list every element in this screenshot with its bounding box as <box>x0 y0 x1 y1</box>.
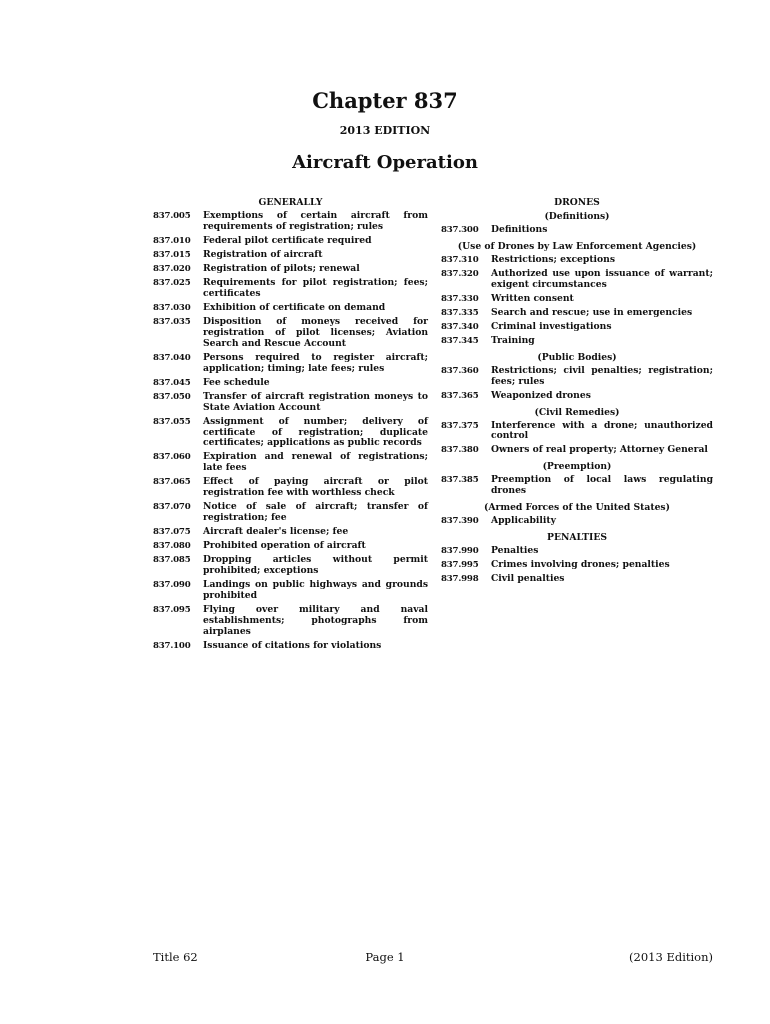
section-caption: Applicability <box>491 514 556 526</box>
section-entry <box>153 303 428 314</box>
section-entry <box>153 236 428 247</box>
section-caption: Criminal investigations <box>491 320 612 332</box>
section-number: 837.998 <box>441 573 479 584</box>
section-number: 837.075 <box>153 527 191 538</box>
section-number: 837.010 <box>153 235 191 246</box>
section-number: 837.995 <box>441 559 479 570</box>
section-caption: Registration of aircraft <box>203 248 323 260</box>
section-caption: Issuance of citations for violations <box>203 639 382 651</box>
section-entry <box>441 336 713 347</box>
section-entry <box>441 308 713 319</box>
section-entry <box>441 421 713 443</box>
section-caption: Exhibition of certificate on demand <box>203 302 386 314</box>
section-number: 837.045 <box>153 377 191 388</box>
section-caption: Crimes involving drones; penalties <box>491 558 670 570</box>
section-number: 837.020 <box>153 264 191 275</box>
section-caption: Search and rescue; use in emergencies <box>491 306 693 318</box>
section-entry <box>441 574 713 585</box>
section-entry <box>441 445 713 456</box>
footer-page-number: Page 1 <box>365 950 405 964</box>
section-heading-generally: GENERALLY <box>258 197 323 208</box>
section-entry <box>153 605 428 637</box>
section-entry <box>153 378 428 389</box>
section-number: 837.330 <box>441 293 479 304</box>
subheading-public-bodies: (Public Bodies) <box>537 351 617 363</box>
section-number: 837.060 <box>153 452 191 463</box>
section-caption: Aircraft dealer's license; fee <box>203 526 349 538</box>
section-entry <box>153 555 428 577</box>
preemption-entry-list <box>441 475 713 497</box>
section-entry <box>153 211 428 233</box>
subheading-civil-remedies: (Civil Remedies) <box>534 406 620 418</box>
section-number: 837.385 <box>441 475 479 486</box>
section-caption: Definitions <box>491 224 548 235</box>
section-number: 837.025 <box>153 278 191 289</box>
section-caption: Registration of pilots; renewal <box>203 263 360 275</box>
footer-title-label: Title 62 <box>153 950 198 964</box>
section-number: 837.990 <box>441 545 479 556</box>
section-caption: Fee schedule <box>203 376 270 388</box>
section-caption: Training <box>491 335 535 347</box>
section-entry <box>153 417 428 449</box>
section-number: 837.030 <box>153 303 191 314</box>
section-caption: Preemption of local laws regulating drones <box>491 474 713 497</box>
section-number: 837.090 <box>153 580 191 591</box>
section-number: 837.345 <box>441 336 479 347</box>
section-entry <box>153 527 428 538</box>
section-caption: Disposition of moneys received for registration of pilot licenses; Aviation Search and Rescue Account <box>203 316 428 349</box>
section-caption: Interference with a drone; unauthorized control <box>491 419 713 442</box>
section-caption: Owners of real property; Attorney General <box>491 444 708 456</box>
section-caption: Restrictions; exceptions <box>491 253 616 265</box>
section-entry <box>441 391 713 402</box>
section-caption: Civil penalties <box>491 572 565 584</box>
definitions-entry-list <box>441 225 713 236</box>
chapter-subject: Aircraft Operation <box>292 152 478 173</box>
section-entry <box>441 225 713 236</box>
generally-entry-list <box>153 211 428 652</box>
section-entry <box>153 477 428 499</box>
section-entry <box>441 294 713 305</box>
section-entry <box>153 541 428 552</box>
law-enforcement-entry-list <box>441 255 713 347</box>
section-caption: Federal pilot certificate required <box>203 234 372 246</box>
section-caption: Assignment of number; delivery of certificate of registration; duplicate certificates; applications as public records <box>203 415 428 449</box>
section-caption: Written consent <box>491 292 574 304</box>
section-number: 837.085 <box>153 555 191 566</box>
section-entry <box>441 255 713 266</box>
penalties-entry-list <box>441 546 713 585</box>
section-caption: Dropping articles without permit prohibited; exceptions <box>203 554 428 577</box>
section-entry <box>153 502 428 524</box>
section-entry <box>441 516 713 527</box>
section-number: 837.365 <box>441 390 479 401</box>
section-entry <box>153 452 428 474</box>
section-entry <box>441 546 713 557</box>
section-entry <box>153 264 428 275</box>
section-caption: Effect of paying aircraft or pilot registration fee with worthless check <box>203 476 428 499</box>
section-number: 837.335 <box>441 307 479 318</box>
section-caption: Expiration and renewal of registrations; late fees <box>203 451 428 474</box>
section-number: 837.300 <box>441 225 479 235</box>
subheading-law-enforcement: (Use of Drones by Law Enforcement Agencies) <box>457 240 697 252</box>
section-number: 837.055 <box>153 416 191 427</box>
section-caption: Exemptions of certain aircraft from requirements of registration; rules <box>203 210 428 232</box>
subheading-definitions: (Definitions) <box>544 211 610 222</box>
civil-remedies-entry-list <box>441 421 713 457</box>
section-number: 837.380 <box>441 445 479 456</box>
public-bodies-entry-list <box>441 366 713 402</box>
section-number: 837.015 <box>153 249 191 260</box>
section-entry <box>441 560 713 571</box>
section-number: 837.095 <box>153 605 191 616</box>
section-entry <box>153 580 428 602</box>
right-column <box>441 197 713 588</box>
section-number: 837.035 <box>153 317 191 328</box>
section-caption: Requirements for pilot registration; fees; certificates <box>203 277 428 299</box>
section-caption: Flying over military and naval establishments; photographs from airplanes <box>203 604 428 637</box>
section-number: 837.070 <box>153 502 191 513</box>
section-number: 837.320 <box>441 268 479 279</box>
section-caption: Notice of sale of aircraft; transfer of registration; fee <box>203 501 428 523</box>
section-entry <box>153 250 428 261</box>
subheading-armed-forces: (Armed Forces of the United States) <box>484 501 670 513</box>
armed-forces-entry-list <box>441 516 713 527</box>
section-entry <box>441 322 713 333</box>
section-entry <box>153 278 428 300</box>
section-caption: Penalties <box>491 544 539 556</box>
section-number: 837.100 <box>153 640 191 651</box>
section-entry <box>441 475 713 497</box>
section-number: 837.005 <box>153 211 191 221</box>
section-number: 837.360 <box>441 365 479 376</box>
section-entry <box>153 353 428 375</box>
section-heading-penalties: PENALTIES <box>547 531 607 543</box>
section-number: 837.340 <box>441 321 479 332</box>
left-column <box>153 197 428 655</box>
footer-edition-label: (2013 Edition) <box>629 950 713 964</box>
section-number: 837.065 <box>153 477 191 488</box>
section-entry <box>441 269 713 291</box>
section-entry <box>153 641 428 652</box>
section-heading-drones: DRONES <box>554 197 600 208</box>
section-caption: Prohibited operation of aircraft <box>203 540 366 552</box>
section-caption: Weaponized drones <box>491 389 591 401</box>
section-entry <box>153 317 428 349</box>
section-number: 837.310 <box>441 254 479 265</box>
subheading-preemption: (Preemption) <box>542 461 612 473</box>
section-number: 837.040 <box>153 352 191 363</box>
section-number: 837.375 <box>441 420 479 431</box>
section-caption: Transfer of aircraft registration moneys to State Aviation Account <box>203 390 428 413</box>
section-caption: Authorized use upon issuance of warrant; exigent circumstances <box>491 267 713 290</box>
section-caption: Restrictions; civil penalties; registration; fees; rules <box>491 364 713 387</box>
section-number: 837.080 <box>153 541 191 552</box>
section-caption: Persons required to register aircraft; application; timing; late fees; rules <box>203 351 428 374</box>
chapter-title: Chapter 837 <box>312 88 458 113</box>
section-entry <box>153 392 428 414</box>
section-number: 837.050 <box>153 391 191 402</box>
edition-label: 2013 EDITION <box>339 124 431 137</box>
section-caption: Landings on public highways and grounds prohibited <box>203 579 428 601</box>
section-entry <box>441 366 713 388</box>
section-number: 837.390 <box>441 515 479 526</box>
